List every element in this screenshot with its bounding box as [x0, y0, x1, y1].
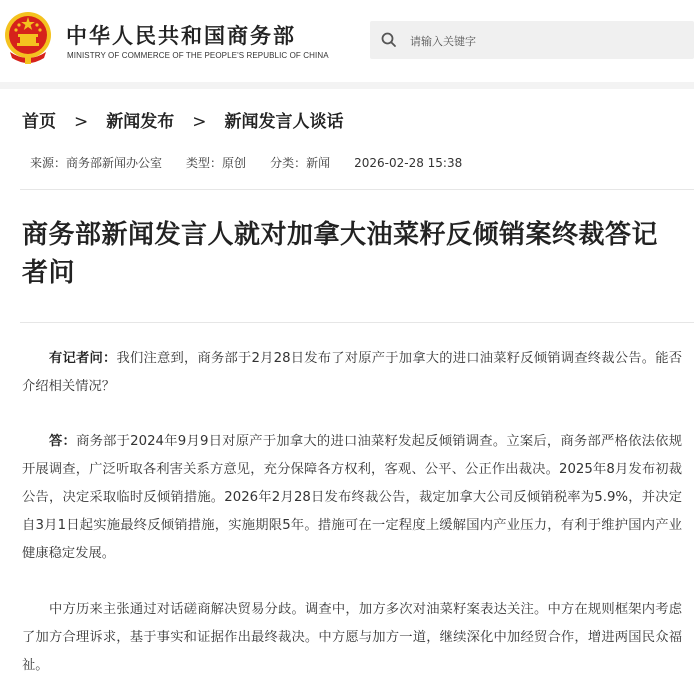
- closing-paragraph: 中方历来主张通过对话磋商解决贸易分歧。调查中，加方多次对油菜籽案表达关注。中方在规则框架内考虑了加方合理诉求，基于事实和证据作出最终裁决。中方愿与加方一道，继续深化中加经贸合作，增进两国民众福祉。: [22, 602, 682, 673]
- divider: [20, 189, 694, 190]
- divider: [20, 322, 694, 323]
- site-header: [0, 0, 694, 82]
- source-value: 商务部新闻办公室: [66, 156, 163, 170]
- category-value: 新闻: [306, 156, 331, 170]
- article-title: 商务部新闻发言人就对加拿大油菜籽反倾销案终裁答记者问: [22, 220, 659, 288]
- type-label: 类型：: [186, 156, 223, 170]
- breadcrumb-spokesperson[interactable]: 新闻发言人谈话: [224, 112, 344, 132]
- national-emblem-icon[interactable]: [4, 8, 52, 66]
- breadcrumb-home[interactable]: 首页: [22, 112, 56, 132]
- type-value: 原创: [222, 156, 247, 170]
- breadcrumb-news-release[interactable]: 新闻发布: [106, 112, 175, 132]
- question-paragraph: [22, 345, 682, 401]
- question-text: 我们注意到，商务部于2月28日发布了对原产于加拿大的进口油菜籽反倾销调查终裁公告。能否介绍相关情况？: [22, 351, 682, 394]
- breadcrumb-separator: >: [74, 112, 89, 132]
- site-title[interactable]: 中华人民共和国商务部: [66, 24, 296, 48]
- site-subtitle: MINISTRY OF COMMERCE OF THE PEOPLE'S REPUBLIC OF CHINA: [67, 51, 329, 60]
- search-box[interactable]: [370, 21, 694, 59]
- category-label: 分类：: [270, 156, 307, 170]
- breadcrumb: [22, 107, 344, 132]
- search-input[interactable]: [408, 28, 682, 54]
- answer-label: 答：: [49, 434, 77, 449]
- question-label: 有记者问：: [49, 351, 117, 366]
- answer-paragraph: [22, 428, 682, 568]
- search-icon[interactable]: [380, 31, 398, 49]
- breadcrumb-separator: >: [192, 112, 207, 132]
- source-label: 来源：: [30, 156, 67, 170]
- publish-datetime: 2026-02-28 15:38: [354, 156, 463, 170]
- answer-text: 商务部于2024年9月9日对原产于加拿大的进口油菜籽发起反倾销调查。立案后，商务部严格依法依规开展调查，广泛听取各利害关系方意见，充分保障各方权利，客观、公平、公正作出裁决。2025年8月发布初裁公告，决定采取临时反倾销措施。2026年2月28日发布终裁公告，裁定加拿大公司反倾销税率为5.9%，并决定自3月1日起实施最终反倾销措施，实施期限5年。措施可在一定程度上缓解国内产业压力，有利于维护国内产业健康稳定发展。: [22, 434, 682, 561]
- article-meta: [30, 154, 462, 171]
- header-divider-band: [0, 82, 694, 89]
